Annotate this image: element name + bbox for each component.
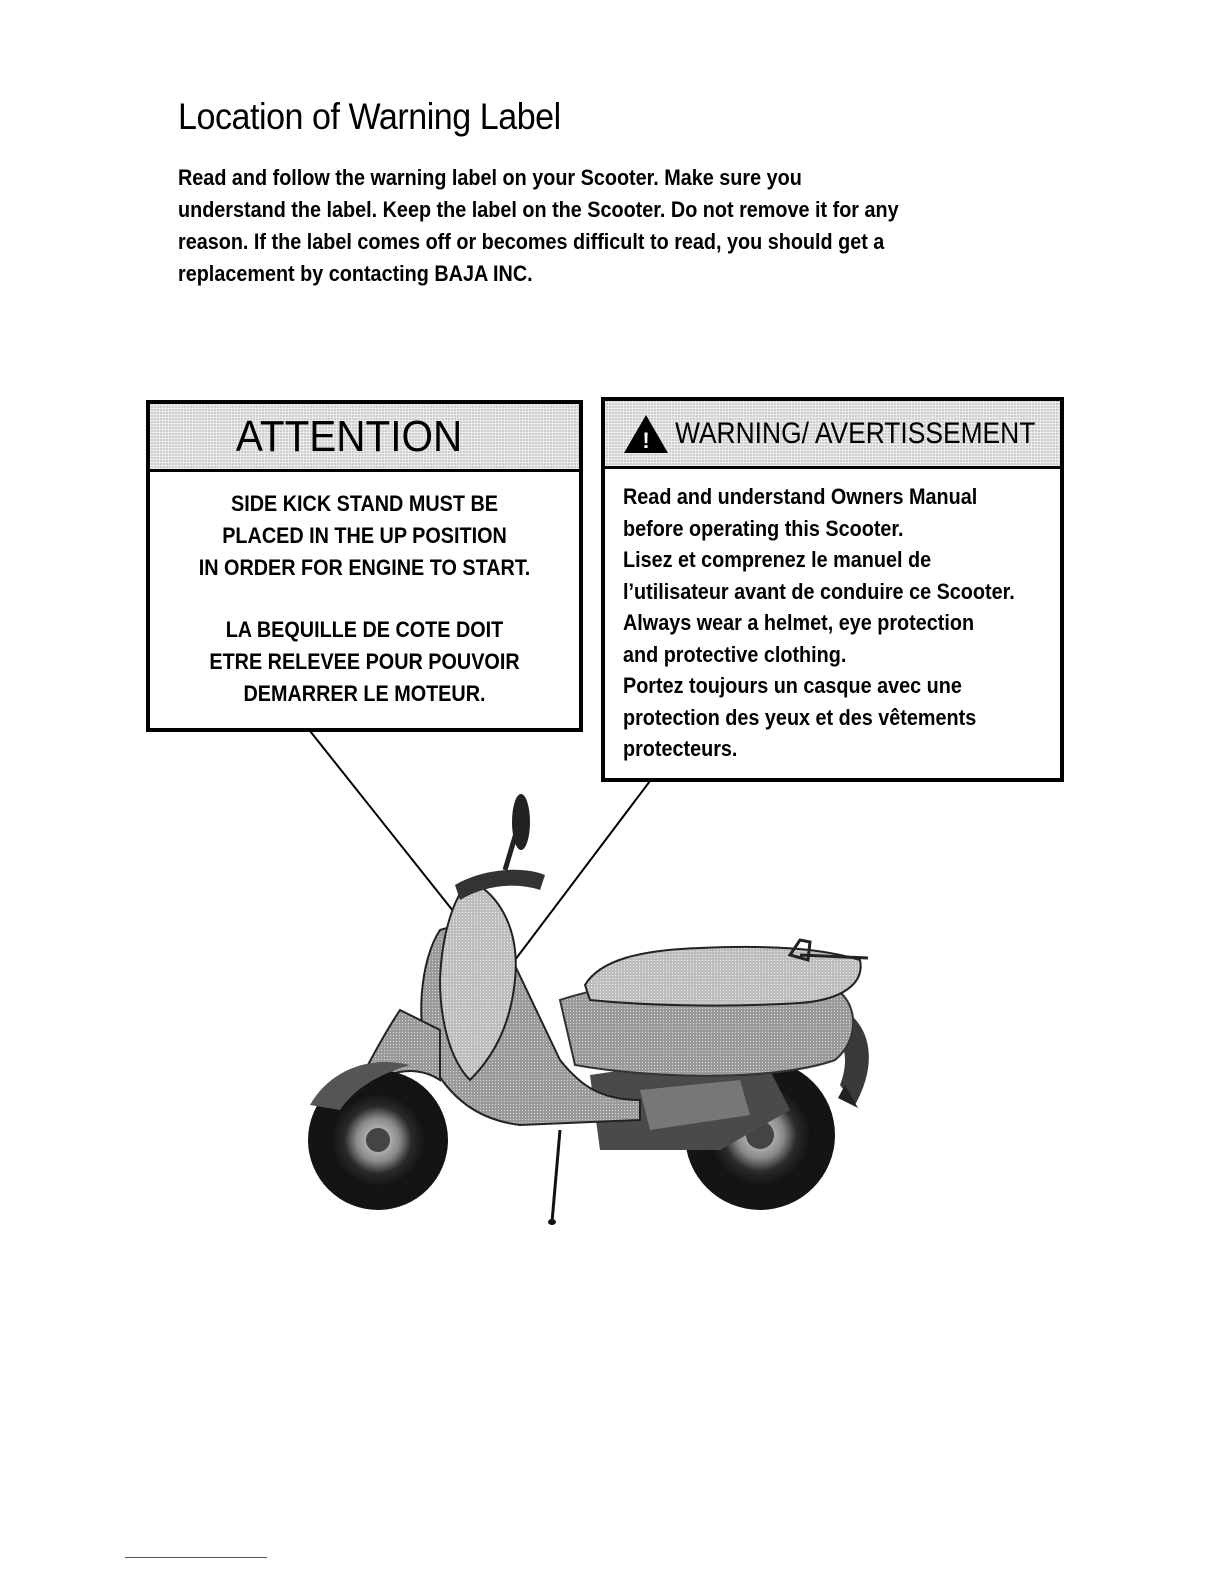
warning-label-title: WARNING/ AVERTISSEMENT [675, 416, 1036, 450]
warning-pointer-line [515, 781, 650, 960]
warning-line: protecteurs. [623, 736, 738, 761]
attention-english-line: SIDE KICK STAND MUST BE [231, 491, 498, 516]
attention-english-line: PLACED IN THE UP POSITION [222, 523, 507, 548]
attention-label-title: ATTENTION [236, 411, 463, 461]
svg-text:!: ! [642, 427, 650, 453]
warning-line: Lisez et comprenez le manuel de [623, 547, 932, 572]
warning-label [601, 397, 1064, 782]
attention-french-line: LA BEQUILLE DE COTE DOIT [225, 617, 504, 642]
page-title: Location of Warning Label [178, 96, 561, 137]
intro-line: understand the label. Keep the label on the Scooter. Do not remove it for any [178, 197, 899, 222]
warning-line: before operating this Scooter. [623, 515, 904, 541]
warning-label-body [605, 469, 1060, 765]
warning-line: l’utilisateur avant de conduire ce Scooter. [623, 578, 1015, 604]
attention-label-header [150, 404, 579, 472]
attention-label-body [150, 472, 579, 710]
warning-line: protection des yeux et des vêtements [623, 704, 977, 730]
warning-label-header [605, 401, 1060, 469]
attention-label [146, 400, 583, 732]
attention-french-line: ETRE RELEVEE POUR POUVOIR [209, 649, 520, 674]
intro-line: Read and follow the warning label on your Scooter. Make sure you [178, 165, 802, 190]
mirror [512, 794, 530, 850]
intro-line: replacement by contacting BAJA INC. [178, 261, 533, 286]
warning-line: and protective clothing. [623, 641, 847, 667]
warning-line: Read and understand Owners Manual [623, 484, 978, 509]
kick-stand [552, 1130, 560, 1222]
warning-line: Portez toujours un casque avec une [623, 673, 962, 698]
attention-english-line: IN ORDER FOR ENGINE TO START. [198, 555, 531, 580]
footer-rule [125, 1557, 267, 1558]
warning-triangle-icon [623, 414, 669, 454]
intro-line: reason. If the label comes off or becomes difficult to read, you should get a [178, 229, 885, 254]
attention-french-line: DEMARRER LE MOTEUR. [243, 681, 486, 706]
warning-line: Always wear a helmet, eye protection [623, 610, 975, 635]
